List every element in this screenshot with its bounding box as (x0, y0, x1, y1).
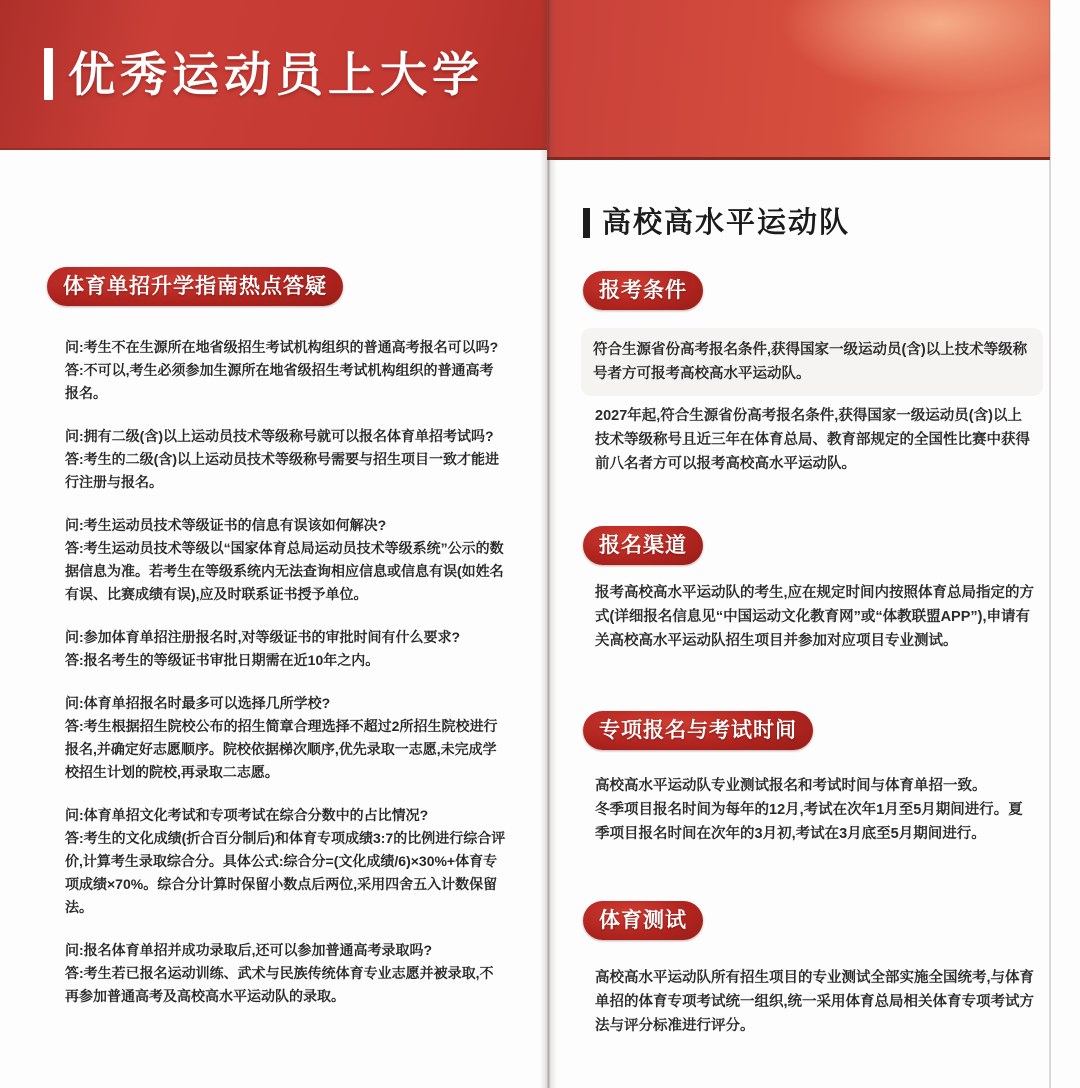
page-fold-shadow (540, 0, 557, 1088)
right-page-header-band (547, 0, 1050, 160)
qa-list (47, 336, 507, 1008)
title-accent-bar (44, 48, 53, 100)
right-page-title-row (583, 205, 1035, 241)
section-baokao-tiaojian (583, 271, 1035, 476)
question-text: 问:考生不在生源所在地省级招生考试机构组织的普通高考报名可以吗? (65, 339, 499, 355)
section-pill: 报名渠道 (583, 526, 703, 565)
answer-text: 答:不可以,考生必须参加生源所在地省级招生考试机构组织的普通高考报名。 (65, 362, 494, 401)
left-page-header-banner (0, 0, 547, 150)
qa-item (65, 336, 507, 405)
question-text: 问:考生运动员技术等级证书的信息有误该如何解决? (65, 517, 387, 533)
question-text: 问:拥有二级(含)以上运动员技术等级称号就可以报名体育单招考试吗? (65, 428, 494, 444)
question-text: 问:参加体育单招注册报名时,对等级证书的审批时间有什么要求? (65, 629, 461, 645)
paper-right-edge (1049, 0, 1051, 1088)
qa-item (65, 514, 507, 606)
answer-text: 答:报名考生的等级证书审批日期需在近10年之内。 (65, 652, 380, 668)
section-paragraph: 高校高水平运动队专业测试报名和考试时间与体育单招一致。 (595, 778, 987, 794)
question-text: 问:报名体育单招并成功录取后,还可以参加普通高考录取吗? (65, 942, 433, 958)
right-page-content (583, 205, 1035, 1038)
main-title: 优秀运动员上大学 (68, 47, 484, 101)
section-paragraph: 冬季项目报名时间为每年的12月,考试在次年1月至5月期间进行。夏季项目报名时间在次年的3月初,考试在3月底至5月期间进行。 (595, 802, 1023, 842)
section-paragraph: 2027年起,符合生源省份高考报名条件,获得国家一级运动员(含)以上技术等级称号且近三年在体育总局、教育部规定的全国性比赛中获得前八名者方可以报考高校高水平运动队。 (595, 408, 1030, 472)
answer-text: 答:考生若已报名运动训练、武术与民族传统体育专业志愿并被录取,不再参加普通高考及高校高水平运动队的录取。 (65, 965, 494, 1004)
section-paragraph: 符合生源省份高考报名条件,获得国家一级运动员(含)以上技术等级称号者方可报考高校高水平运动队。 (581, 328, 1043, 396)
qa-item (65, 425, 507, 494)
section-pill: 专项报名与考试时间 (583, 711, 813, 750)
qa-item (65, 804, 507, 919)
qa-item (65, 692, 507, 784)
answer-text: 答:考生运动员技术等级以“国家体育总局运动员技术等级系统”公示的数据信息为准。若考生在等级系统内无法查询相应信息或信息有误(如姓名有误、比赛成绩有误),应及时联系证书授予单位。 (65, 540, 504, 602)
section-zhuanxiang-shijian (583, 711, 1035, 846)
section-pill: 报考条件 (583, 271, 703, 310)
qa-item (65, 939, 507, 1008)
section-paragraph: 高校高水平运动队所有招生项目的专业测试全部实施全国统考,与体育单招的体育专项考试统一组织,统一采用体育总局相关体育专项考试方法与评分标准进行评分。 (595, 970, 1035, 1034)
qa-item (65, 626, 507, 672)
answer-text: 答:考生根据招生院校公布的招生简章合理选择不超过2所招生院校进行报名,并确定好志愿顺序。院校依据梯次顺序,优先录取一志愿,未完成学校招生计划的院校,再录取二志愿。 (65, 718, 498, 780)
title-accent-bar (583, 208, 590, 238)
left-page-content (47, 267, 507, 1028)
section-tiyu-ceshi (583, 901, 1035, 1038)
section-baoming-qudao (583, 526, 1035, 653)
right-page-title: 高校高水平运动队 (602, 206, 851, 239)
question-text: 问:体育单招文化考试和专项考试在综合分数中的占比情况? (65, 807, 429, 823)
answer-text: 答:考生的二级(含)以上运动员技术等级称号需要与招生项目一致才能进行注册与报名。 (65, 451, 499, 490)
left-section-pill: 体育单招升学指南热点答疑 (47, 267, 343, 306)
question-text: 问:体育单招报名时最多可以选择几所学校? (65, 695, 331, 711)
section-paragraph: 报考高校高水平运动队的考生,应在规定时间内按照体育总局指定的方式(详细报名信息见“中国运动文化教育网”或“体教联盟APP”),申请有关高校高水平运动队招生项目并参加对应项目专业测试。 (595, 585, 1035, 649)
answer-text: 答:考生的文化成绩(折合百分制后)和体育专项成绩3:7的比例进行综合评价,计算考生录取综合分。具体公式:综合分=(文化成绩/6)×30%+体育专项成绩×70%。综合分计算时保留小数点后两位,采用四舍五入计数保留法。 (65, 830, 506, 915)
section-pill: 体育测试 (583, 901, 703, 940)
